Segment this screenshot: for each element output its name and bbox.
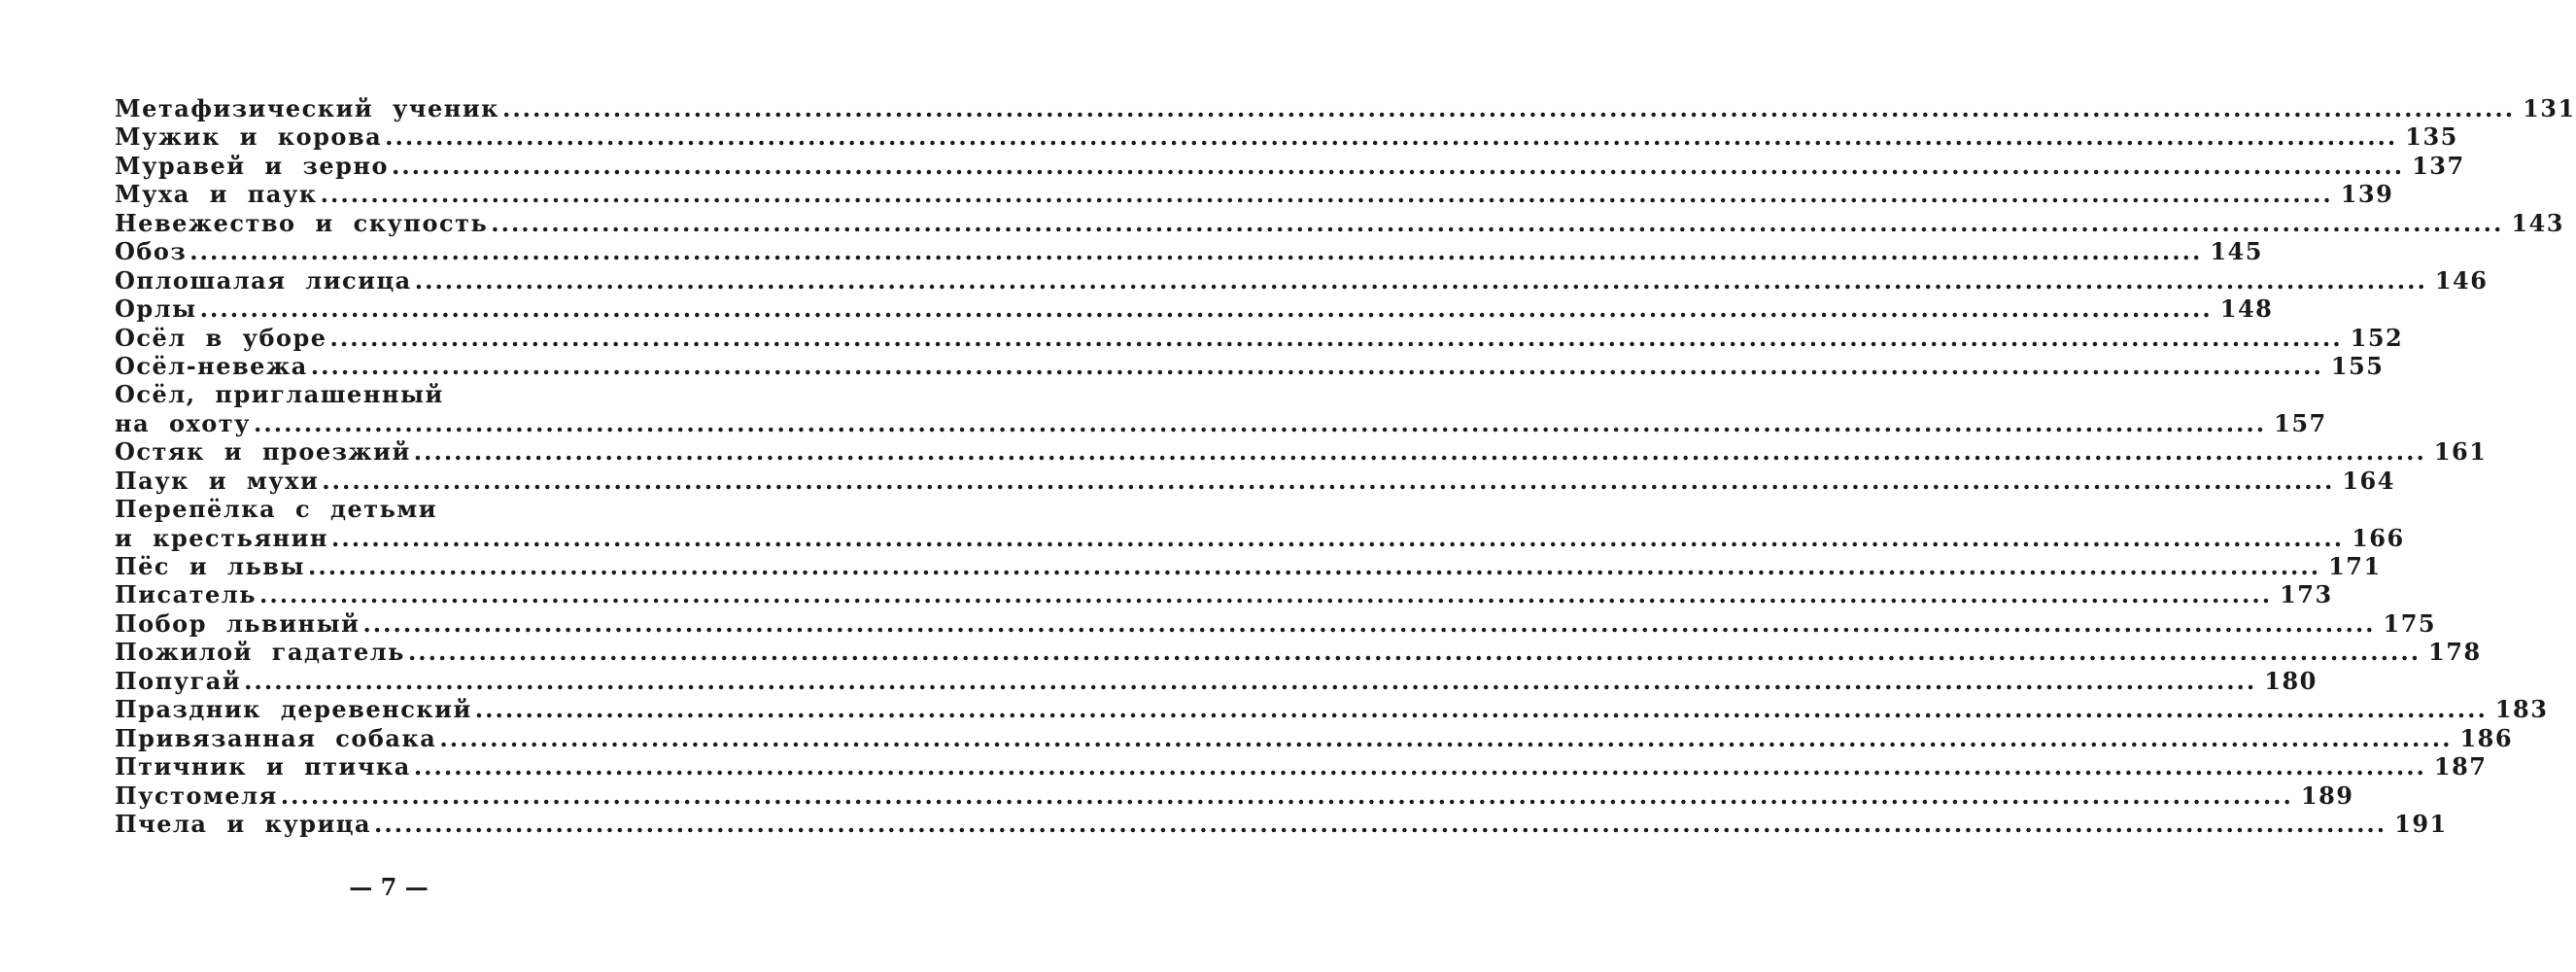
toc-entry-page: 173 bbox=[2280, 580, 2333, 609]
toc-entry-page: 139 bbox=[2340, 180, 2394, 209]
toc-entry bbox=[115, 237, 2263, 266]
toc-line bbox=[115, 781, 2354, 810]
toc-entry-page: 152 bbox=[2350, 323, 2404, 352]
dot-leader: ........................................................................................................................................................................................................ bbox=[439, 723, 2453, 752]
dot-leader: ........................................................................................................................................................................................................ bbox=[413, 437, 2426, 467]
toc-entry-title: Муха и паук bbox=[115, 180, 318, 209]
toc-entry-page: 175 bbox=[2383, 608, 2437, 638]
toc-entry-title: Попугай bbox=[115, 666, 242, 695]
toc-entry-page: 186 bbox=[2459, 723, 2514, 752]
toc-entry bbox=[115, 208, 2564, 237]
dot-leader: ........................................................................................................................................................................................................ bbox=[362, 608, 2376, 638]
dot-leader: ........................................................................................................................................................................................................ bbox=[320, 180, 2333, 209]
toc-entry bbox=[115, 466, 2395, 495]
page-number: — 7 — bbox=[349, 873, 429, 901]
dot-leader: ........................................................................................................................................................................................................ bbox=[280, 781, 2293, 810]
toc-entry-title: Пожилой гадатель bbox=[115, 638, 405, 667]
toc-line bbox=[115, 466, 2395, 495]
toc-line bbox=[115, 151, 2465, 180]
toc-entry bbox=[115, 781, 2354, 810]
toc-entry-title: Пустомеля bbox=[115, 781, 278, 810]
toc-line bbox=[115, 608, 2437, 638]
toc-entry-title: Осёл в уборе bbox=[115, 323, 327, 352]
toc-entry-title: Метафизический ученик bbox=[115, 94, 499, 122]
toc-entry-page: 146 bbox=[2434, 265, 2489, 295]
toc-entry bbox=[115, 94, 2576, 122]
toc-line bbox=[115, 552, 2382, 580]
dot-leader: ........................................................................................................................................................................................................ bbox=[244, 666, 2257, 695]
toc-entry-title: Пёс и львы bbox=[115, 552, 306, 580]
toc-line bbox=[115, 752, 2488, 781]
toc-entry-page: 145 bbox=[2210, 237, 2263, 266]
toc-entry bbox=[115, 151, 2465, 180]
toc-entry-title: Остяк и проезжий bbox=[115, 437, 411, 467]
toc-entry-page: 135 bbox=[2405, 122, 2458, 152]
toc-line bbox=[115, 351, 2385, 380]
dot-leader: ........................................................................................................................................................................................................ bbox=[199, 295, 2213, 324]
toc-entry-page: 148 bbox=[2219, 295, 2274, 324]
toc-entry-page: 137 bbox=[2412, 151, 2465, 180]
dot-leader: ........................................................................................................................................................................................................ bbox=[391, 151, 2405, 180]
toc-entry bbox=[115, 295, 2274, 324]
toc-entry-title: Муравей и зерно bbox=[115, 151, 389, 180]
toc-entry-page: 171 bbox=[2328, 552, 2382, 580]
toc-line bbox=[115, 237, 2263, 266]
toc-entry-title: Побор львиный bbox=[115, 608, 361, 638]
toc-line bbox=[115, 495, 622, 523]
toc-entry-title: Невежество и скупость bbox=[115, 208, 489, 237]
toc-line bbox=[115, 695, 2549, 724]
toc-line bbox=[115, 180, 2394, 209]
toc-entry bbox=[115, 380, 2327, 437]
toc-entry bbox=[115, 552, 2382, 580]
toc-line bbox=[115, 323, 2404, 352]
toc-line bbox=[115, 208, 2564, 237]
toc-entry-title: Привязанная собака bbox=[115, 723, 437, 752]
toc-entry-page: 157 bbox=[2274, 408, 2327, 437]
toc-line bbox=[115, 380, 622, 408]
dot-leader: ........................................................................................................................................................................................................ bbox=[407, 638, 2421, 667]
toc-entry bbox=[115, 265, 2489, 295]
toc-line bbox=[115, 265, 2489, 295]
toc-entry-page: 189 bbox=[2300, 781, 2354, 810]
toc-entry-title: Паук и мухи bbox=[115, 466, 320, 495]
dot-leader: ........................................................................................................................................................................................................ bbox=[491, 208, 2504, 237]
toc-line bbox=[115, 408, 2327, 437]
toc-entry-page: 143 bbox=[2511, 208, 2564, 237]
dot-leader: ........................................................................................................................................................................................................ bbox=[189, 237, 2203, 266]
dot-leader: ........................................................................................................................................................................................................ bbox=[310, 351, 2323, 380]
toc-line bbox=[115, 122, 2458, 152]
dot-leader: ........................................................................................................................................................................................................ bbox=[414, 265, 2427, 295]
toc-entry-page: 191 bbox=[2394, 809, 2448, 838]
dot-leader: ........................................................................................................................................................................................................ bbox=[322, 466, 2335, 495]
toc-entry-title: Праздник деревенский bbox=[115, 695, 472, 724]
toc-entry-page: 183 bbox=[2494, 695, 2549, 724]
toc-line bbox=[115, 638, 2482, 667]
table-of-contents bbox=[115, 94, 2576, 838]
dot-leader: ........................................................................................................................................................................................................ bbox=[374, 809, 2387, 838]
toc-line bbox=[115, 723, 2514, 752]
toc-entry-page: 166 bbox=[2352, 523, 2405, 552]
toc-entry-title: Осёл, приглашенный bbox=[115, 380, 444, 409]
dot-leader: ........................................................................................................................................................................................................ bbox=[308, 552, 2321, 580]
toc-line bbox=[115, 437, 2488, 467]
dot-leader: ........................................................................................................................................................................................................ bbox=[413, 752, 2426, 781]
toc-entry-title: Пчела и курица bbox=[115, 809, 372, 838]
toc-entry bbox=[115, 638, 2482, 667]
toc-entry-title: и крестьянин bbox=[115, 523, 328, 552]
toc-entry-title: Птичник и птичка bbox=[115, 752, 411, 781]
toc-entry bbox=[115, 495, 2405, 552]
toc-line bbox=[115, 523, 2405, 552]
toc-entry-title: Орлы bbox=[115, 295, 197, 324]
toc-entry-page: 187 bbox=[2433, 752, 2488, 781]
toc-entry-page: 178 bbox=[2428, 638, 2482, 667]
toc-entry bbox=[115, 723, 2514, 752]
toc-entry-title: на охоту bbox=[115, 408, 252, 437]
dot-leader: ........................................................................................................................................................................................................ bbox=[254, 408, 2267, 437]
toc-entry-page: 161 bbox=[2433, 437, 2488, 467]
toc-entry-page: 164 bbox=[2342, 466, 2395, 495]
toc-entry-title: Мужик и корова bbox=[115, 122, 383, 152]
toc-entry bbox=[115, 752, 2488, 781]
toc-entry-page: 131 bbox=[2523, 94, 2576, 122]
toc-entry bbox=[115, 180, 2394, 209]
toc-line bbox=[115, 580, 2333, 609]
toc-entry bbox=[115, 608, 2437, 638]
dot-leader: ........................................................................................................................................................................................................ bbox=[329, 323, 2343, 352]
dot-leader: ........................................................................................................................................................................................................ bbox=[501, 94, 2516, 122]
toc-entry-title: Оплошалая лисица bbox=[115, 265, 412, 295]
toc-entry bbox=[115, 437, 2488, 467]
dot-leader: ........................................................................................................................................................................................................ bbox=[258, 580, 2273, 609]
toc-entry-title: Перепёлка с детьми bbox=[115, 495, 438, 524]
dot-leader: ........................................................................................................................................................................................................ bbox=[474, 695, 2488, 724]
toc-line bbox=[115, 295, 2274, 324]
toc-line bbox=[115, 666, 2318, 695]
toc-entry-title: Осёл-невежа bbox=[115, 351, 308, 380]
toc-entry bbox=[115, 122, 2458, 152]
toc-entry bbox=[115, 351, 2385, 380]
toc-entry-page: 180 bbox=[2264, 666, 2318, 695]
dot-leader: ........................................................................................................................................................................................................ bbox=[385, 122, 2398, 152]
toc-entry-title: Обоз bbox=[115, 237, 188, 266]
toc-line bbox=[115, 94, 2576, 122]
toc-entry-page: 155 bbox=[2330, 351, 2385, 380]
toc-entry bbox=[115, 323, 2404, 352]
toc-entry bbox=[115, 580, 2333, 609]
dot-leader: ........................................................................................................................................................................................................ bbox=[330, 523, 2345, 552]
toc-entry-title: Писатель bbox=[115, 580, 257, 609]
toc-line bbox=[115, 809, 2448, 838]
toc-entry bbox=[115, 809, 2448, 838]
toc-entry bbox=[115, 695, 2549, 724]
toc-entry bbox=[115, 666, 2318, 695]
